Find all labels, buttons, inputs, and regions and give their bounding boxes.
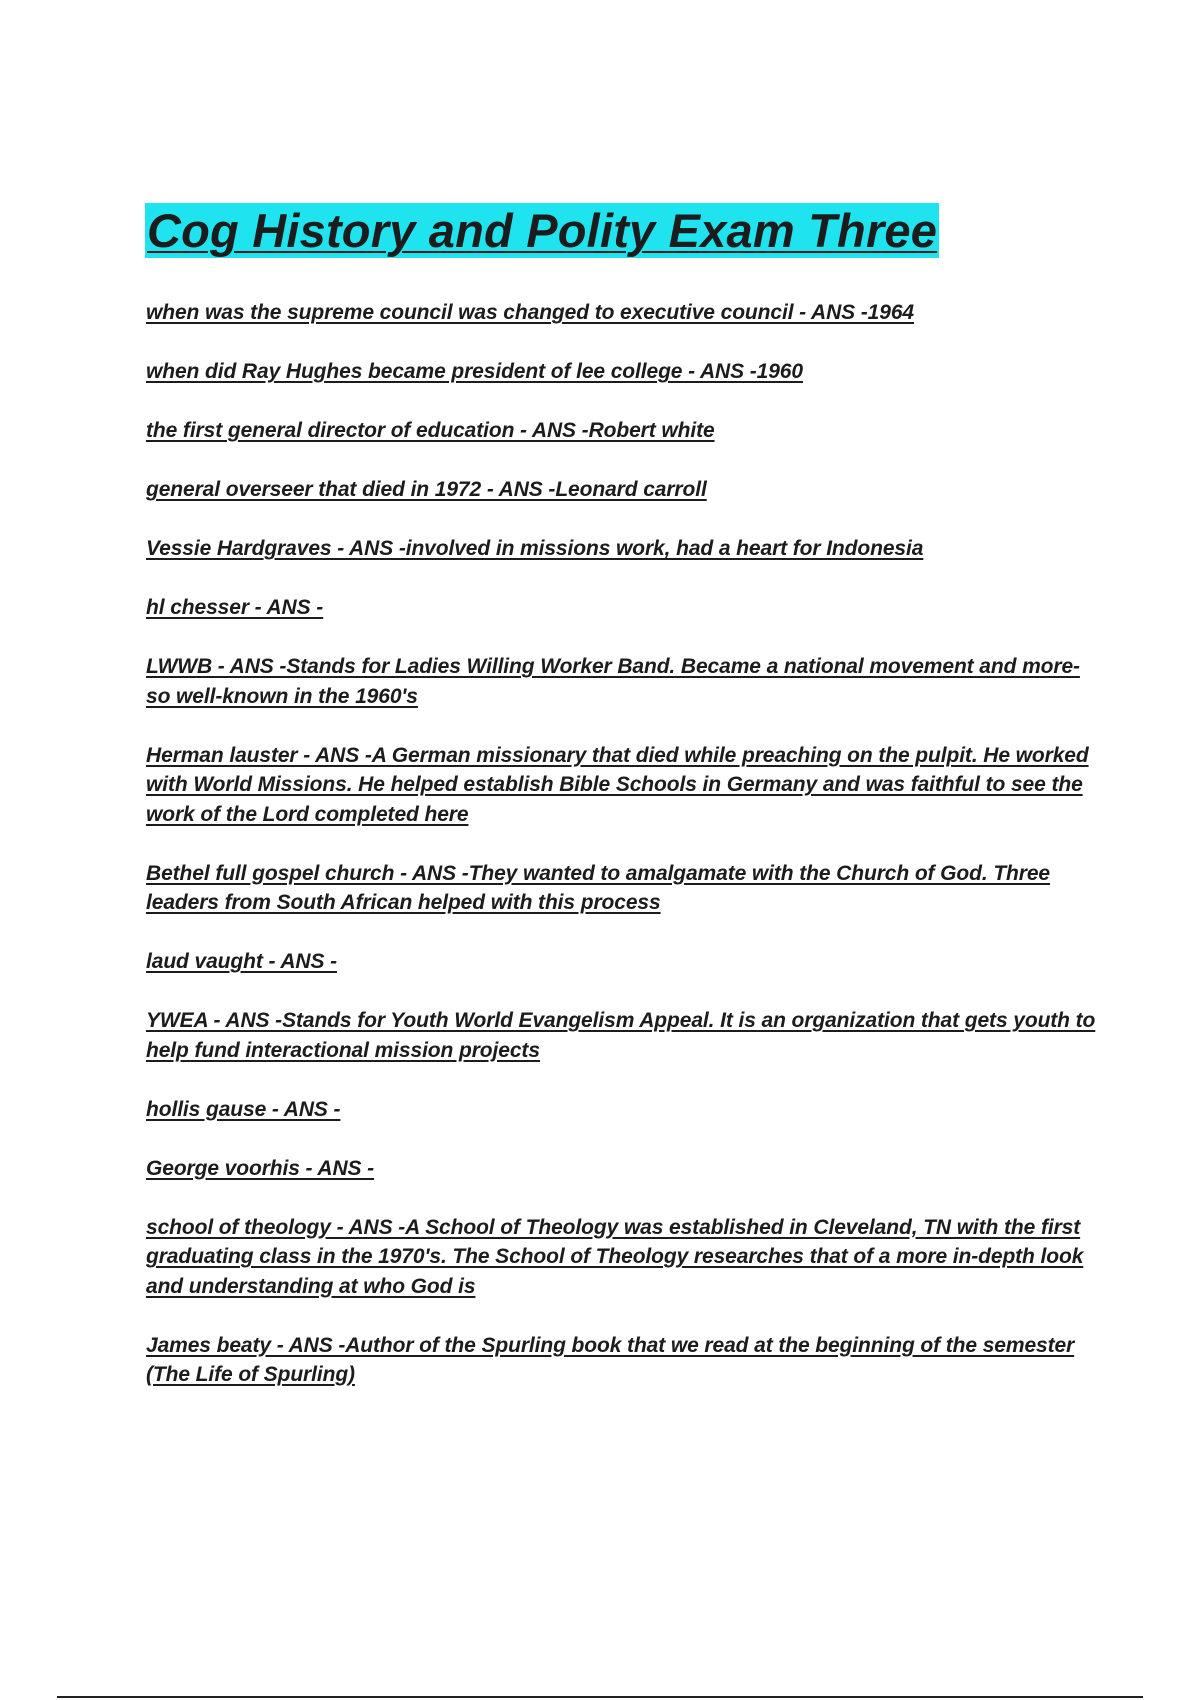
qa-item: George voorhis - ANS - [146, 1156, 375, 1180]
qa-item: Vessie Hardgraves - ANS -involved in missions work, had a heart for Indonesia [146, 537, 924, 560]
qa-item: James beaty - ANS -Author of the Spurling book that we read at the beginning of the semester (The Life of Spurling) [146, 1333, 1075, 1386]
qa-item: when was the supreme council was changed to executive council - ANS -1964 [146, 301, 914, 324]
qa-item: hollis gause - ANS - [146, 1097, 341, 1121]
qa-item: when did Ray Hughes became president of lee college - ANS -1960 [146, 360, 803, 383]
qa-item: hl chesser - ANS - [146, 596, 324, 619]
qa-item: laud vaught - ANS - [146, 950, 337, 973]
qa-item: school of theology - ANS -A School of Theology was established in Cleveland, TN with the first graduating class in the 1970's. The School of Theology researches that of a more in-depth look and understanding at who God is [146, 1215, 1084, 1298]
qa-item: Bethel full gospel church - ANS -They wanted to amalgamate with the Church of God. Three leaders from South African helped with this process [146, 861, 1051, 914]
title-block [145, 203, 939, 258]
qa-item: YWEA - ANS -Stands for Youth World Evangelism Appeal. It is an organization that gets youth to help fund interactional mission projects [146, 1009, 1096, 1062]
footer-divider [57, 1696, 1143, 1698]
qa-item: the first general director of education - ANS -Robert white [146, 419, 715, 442]
qa-item: Herman lauster - ANS -A German missionary that died while preaching on the pulpit. He worked with World Missions. He helped establish Bible Schools in Germany and was faithful to see the work of the Lord completed here [146, 743, 1089, 826]
qa-item: general overseer that died in 1972 - ANS -Leonard carroll [146, 478, 707, 501]
qa-list [146, 298, 1096, 1419]
qa-item: LWWB - ANS -Stands for Ladies Willing Worker Band. Became a national movement and more-so well-known in the 1960's [146, 655, 1080, 708]
page-title: Cog History and Polity Exam Three [147, 204, 938, 257]
